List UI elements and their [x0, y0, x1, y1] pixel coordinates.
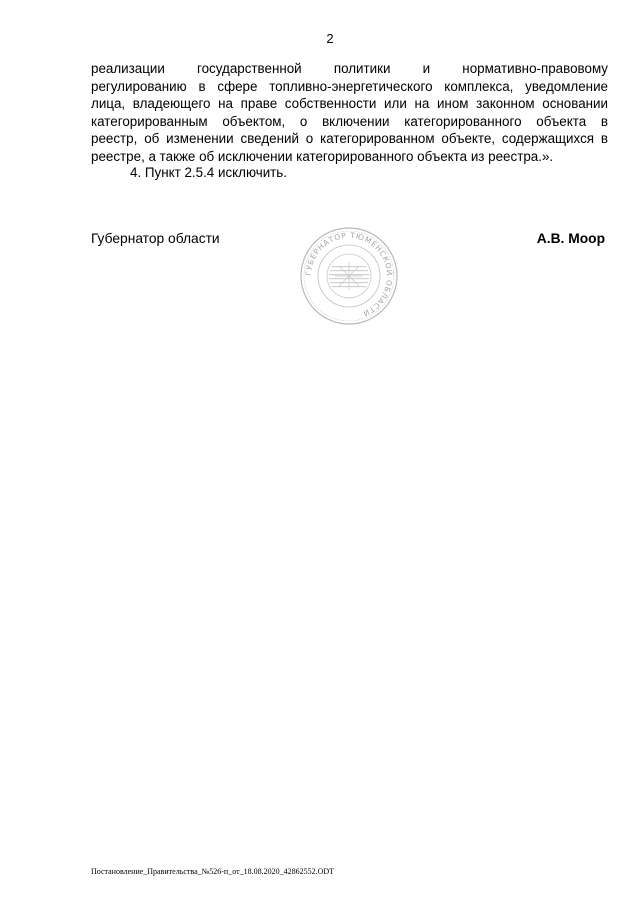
- body-line: реестр, об изменении сведений о категорированном объекте, содержащихся в: [91, 131, 608, 146]
- official-seal-icon: [299, 226, 399, 326]
- body-line: реализации государственной политики и нормативно-правовому: [91, 61, 608, 76]
- seal-text: ГУБЕРНАТОР ТЮМЕНСКОЙ ОБЛАСТИ: [303, 230, 395, 319]
- body-line: лица, владеющего на праве собственности или на ином законном основании: [91, 96, 608, 111]
- page-number: 2: [326, 31, 334, 46]
- body-paragraph: [91, 60, 608, 165]
- signature-name: А.В. Моор: [536, 231, 605, 246]
- body-line: категорированным объектом, о включении категорированного объекта в: [91, 113, 608, 129]
- body-line: регулированию в сфере топливно-энергетического комплекса, уведомление: [91, 78, 608, 94]
- body-line: реестре, а также об исключении категорированного объекта из реестра.».: [91, 148, 554, 164]
- footer-filename: Постановление_Правительства_№526-п_от_18.08.2020_42862552.ODT: [91, 867, 335, 876]
- signature-title: Губернатор области: [91, 231, 220, 246]
- item-4-text: 4. Пункт 2.5.4 исключить.: [130, 165, 287, 180]
